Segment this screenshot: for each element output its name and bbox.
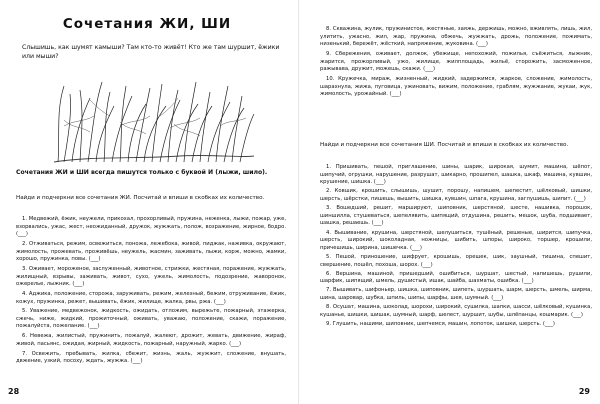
exercise-item: 3. Оживает, мороженое, заслуженный, животное, стрижки, жестяная, поражение, жужжать, жилищный, взрывы, заживать, живот, сухо, ужель, жимолость, подозрение, жаворонок, ожерелье, лыжник. (___) xyxy=(16,265,286,288)
task-instruction: Найди и подчеркни все сочетания ШИ. Посчитай и впиши в скобках их количество. xyxy=(320,142,569,148)
intro-text: Слышишь, как шумят камыши? Там кто-то живёт! Кто же там шуршит, ёжики или мыши? xyxy=(22,44,280,60)
reeds-illustration xyxy=(50,76,256,164)
page-title: Сочетания ЖИ, ШИ xyxy=(62,16,232,32)
exercise-item: 4. Вышивание, крушина, шерстяной, шелушиться, тушёный, решеные, ширится, шипучка, шерсть, широкий, шоколадная, ножницы, шибить, шпоры, широко, торшер, крошили, причешишь, ширина, шишечка. (___) xyxy=(320,229,592,251)
exercise-item: 9. Глушить, нашими, шиповник, шепчемся, машин, лопоток, шишки, шерсть. (___) xyxy=(326,321,555,328)
exercise-item: 3. Вошедший, решит, маршируют, шиповник, шерстяной, шесте, нашивка, порошок, шиншилла, стушеваться, шепелявить, шипящий, отдушина, решить, мешок, шуба, подшивает, шашка, решаешь. (___) xyxy=(320,205,592,227)
exercise-item: 9. Сбережения, оживает, должок, убежище, непохожий, пожилья, съёжиться, лыжник, жарится, прожорливый, ужо, жилище, жилплощадь, жильё, сторожить, засможенное, ражывава, дружит, можешь, скажи. (___) xyxy=(320,50,592,73)
task-instruction: Найди и подчеркни все сочетания ЖИ. Посчитай и впиши в скобках их количество. xyxy=(16,195,265,201)
exercise-item: 2. Ковшик, крошить, слышишь, шушит, порошу, напишем, шепестит, шёлковый, шишки, шерсть, шёрстки, пишешь, вышить, шишка, кувшин, шпага, крушина, заглушишь, шипит. (___) xyxy=(320,188,592,202)
exercise-item: 1. Пришивать, пешой, приглашение, шины, шарик, широкая, шумит, машина, шёпот, шипучий, огрушки, нарушение, разрушат, шикарно, прошипел, шашка, шкаф, машина, кувшин, крушение, шишка. (___) xyxy=(320,164,592,186)
page-number: 28 xyxy=(8,387,20,396)
exercise-item: 8. Скважина, жулик, пружинистое, жестяные, заяжь, держишь, можно, вживлять, лишь, жил, улитить, ужасно, жил, жар, пружина, обжечь, жужжать, дрожь, положение, пожимать, низенький, бережёт, жёсткий, напряжение, жуковина. (___) xyxy=(320,26,592,48)
left-page xyxy=(0,0,294,404)
exercise-list-shi xyxy=(320,164,592,330)
exercise-item: 1. Медвежий, ёжик, неужели, прикохал, прохорливый, пружина, неженка, лыжи, пожар, уже, взорвались, ужас, жест, неожиданный, дружок, жужжать, полож, возражение, жирное, бодро. (___) xyxy=(16,216,286,238)
exercise-item: 10. Кружечка, мираж, жизненный, жидкий, задержимся, жаркое, сложение, жимолость, шарахнула, жижа, пуговица, ужиновать, вижим, положение, граблям, жужжание, жукаи, жук, жимолость, урожайный. (___) xyxy=(320,75,592,98)
exercise-list-continued xyxy=(320,26,592,101)
rule-text: Сочетания ЖИ и ШИ всегда пишутся только с буквой И (лыжи, шило). xyxy=(16,169,268,176)
page-number: 29 xyxy=(578,387,590,396)
exercise-list xyxy=(16,216,286,368)
page-gutter xyxy=(298,0,299,404)
exercise-item: 7. Вышивать, шифоньер, шишка, шиповник, шипеть, шуршать, шарм, шерсть, шмель, ширма, шина, шаровар, шубка, шпиль, шипы, шарфы, шея, шумный. (___) xyxy=(320,287,592,302)
exercise-item: 6. Вершина, машиной, пришедший, ошибиться, шуршат, шестый, напишешь, рушили, шарфик, шипящий, шмель, душистый, ишак, шайба, шахматы, ошибка. (___) xyxy=(320,270,592,285)
exercise-item: 7. Освежить, пребывать, жилка, сбежит, жизнь, жаль, жужжит, сложение, внушать, двжение, узкий, посоху, ждать, жужжа. (___) xyxy=(16,350,286,365)
exercise-item: 4. Аджика, положение, сторожа, заруживать, режим, железный, бежим, отруживание, ёжик, кожух, пружинка, режет, вышивать, ёжик, жилище, жалка, рвы, ржа. (___) xyxy=(16,290,286,305)
exercise-item: 5. Уважение, медвежонок, жидкость, ожидать, отложим, вырежьте, пожарный, этажерка, сжечь, ниже, жидкий, прожиточный, оживать, уважаю, положение, скажи, поражение, пожалуйста, пожелание. (___) xyxy=(16,308,286,330)
exercise-item: 5. Пешой, приношение, шифрует, крошишь, орешек, шик, заушный, тишина, спешит, свершение, пошёл, похоша, шорох. (___) xyxy=(320,253,592,268)
exercise-item: 2. Отживаться, режим, освежиться, поножа, лежебока, живой, пиджак, наживка, окружают, жимолость, прожевать, проживёшь, неужель, жасмин, заживать, лыжи, корж, можно, жамки, хорошо, пружинка, повы. (___) xyxy=(16,240,286,263)
exercise-item: 6. Невежа, жилистый, пружинить, пожалуй, жалеют, дрожит, жевать, движение, жираф, живой, пасьянс, ожидая, жирный, жидкость, пожарный, наружный, жарко. (___) xyxy=(16,333,286,347)
exercise-item: 8. Осушат, машина, шоколад, шорохи, широкий, сушилка, шапки, шасси, шёлковый, кушинка, кушанье, шишки, шишак, шумный, шарф, шелест, шуршит, шубы, шлёпанцы, кошмарик. (___) xyxy=(320,304,592,318)
right-page xyxy=(304,0,600,404)
